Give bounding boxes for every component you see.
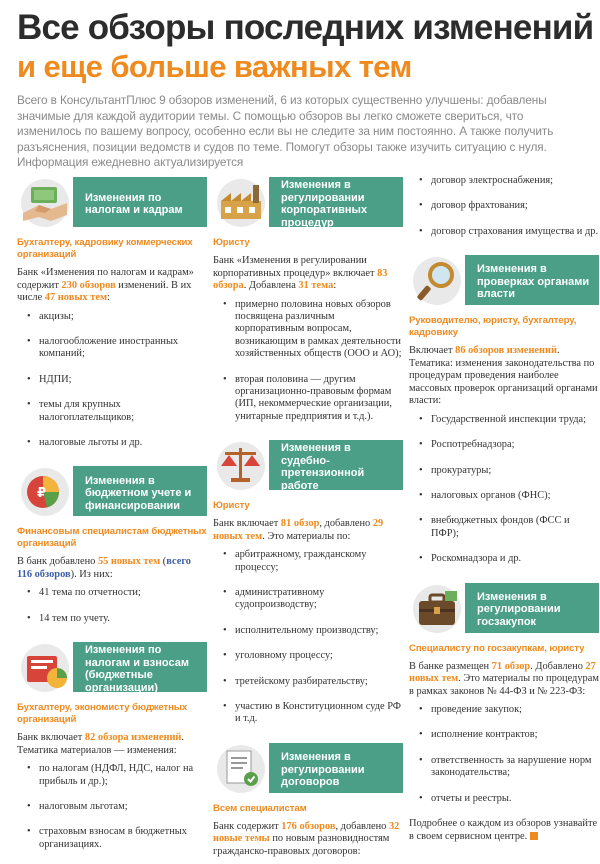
- section-taxes-audience: Бухгалтеру, кадровику коммерческих организаций: [17, 237, 193, 260]
- list-item: • участию в Конституционном суде РФ и т.д.: [235, 701, 403, 726]
- section-procurement-audience: Специалисту по госзакупкам, юристу: [409, 642, 585, 654]
- section-court-audience: Юристу: [213, 500, 250, 512]
- list-item: • арбитражному, гражданскому процессу;: [235, 549, 403, 574]
- list-item: • третейскому разбирательству;: [235, 676, 403, 688]
- section-contracts-title: Изменения в регулировании договоров: [269, 743, 403, 793]
- factory-icon: [213, 173, 269, 231]
- list-item: • прокуратуры;: [431, 465, 599, 477]
- section-inspections: [409, 251, 599, 565]
- section-inspections-text: Включает 86 обзоров изменений. Тематика: изменения законодательства по процедурам проведения наиболее массовых проверок организаций органами власти:: [409, 345, 598, 407]
- scales-icon: [213, 436, 269, 494]
- column-1: [17, 173, 207, 864]
- section-taxes: [17, 173, 207, 449]
- page-title: Все обзоры последних изменений: [17, 8, 594, 47]
- section-inspections-title: Изменения в проверках органами власти: [465, 255, 599, 305]
- section-procurement-title: Изменения в регулировании госзакупок: [465, 583, 599, 633]
- section-budget-list: [17, 587, 207, 625]
- pie-chart-icon: [17, 638, 73, 696]
- section-corporate-title: Изменения в регулировании корпоративных процедур: [269, 177, 403, 227]
- list-item: • налоговые льготы и др.: [39, 437, 207, 449]
- list-item: • налоговым льготам;: [39, 801, 207, 813]
- end-mark-icon: [530, 832, 538, 840]
- list-item: • внебюджетных фондов (ФСС и ПФР);: [431, 515, 599, 540]
- list-item: • договор электроснабжения;: [431, 175, 599, 187]
- list-item: • 14 тем по учету.: [39, 613, 207, 625]
- section-budget-text: В банк добавлено 55 новых тем (всего 116 обзоров). Из них:: [17, 556, 191, 580]
- section-procurement: [409, 579, 599, 844]
- section-court-list: [213, 549, 403, 726]
- list-item: • исполнительному производству;: [235, 625, 403, 637]
- section-corporate-audience: Юристу: [213, 237, 250, 248]
- list-item: • налогообложение иностранных компаний;: [39, 336, 207, 361]
- section-budget: [17, 462, 207, 625]
- section-taxes-list: [17, 311, 207, 450]
- handshake-money-icon: [17, 173, 73, 231]
- section-court-title: Изменения в судебно-претензионной работе: [269, 440, 403, 490]
- svg-text:₽: ₽: [37, 486, 47, 502]
- list-item: • отчеты и реестры.: [431, 793, 599, 805]
- section-budget-taxes-audience: Бухгалтеру, экономисту бюджетных организаций: [17, 702, 188, 726]
- document-icon: [213, 739, 269, 797]
- ruble-chart-icon: [17, 462, 73, 520]
- section-budget-taxes: [17, 638, 207, 851]
- section-corporate-text: Банк «Изменения в регулировании корпоративных процедур» включает 83 обзора. Добавлена 31 тема:: [213, 255, 388, 291]
- section-budget-audience: Финансовым специалистам бюджетных организаций: [17, 526, 207, 550]
- list-item: • Роскомнадзора и др.: [431, 553, 599, 565]
- list-item: • исполнение контрактов;: [431, 729, 599, 741]
- list-item: • Роспотребнадзора;: [431, 439, 599, 451]
- page-subtitle: и еще больше важных тем: [17, 49, 412, 84]
- list-item: • налоговых органов (ФНС);: [431, 490, 599, 502]
- section-inspections-audience: Руководителю, юристу, бухгалтеру, кадровику: [409, 315, 577, 339]
- intro-text: Всего в КонсультантПлюс 9 обзоров изменений, 6 из которых существенно улучшены: добавлены значимые для каждой аудитории темы. С помощью обзоров вы легко сможете свериться, что изменилось по вашему вопросу, особенно если вы не следите за ним постоянно. А также получить разъяснения, позиции ведомств и судов по теме. Помогут обзоры также изучить ситуацию с нуля. Информация ежедневно актуализируется: [17, 93, 554, 170]
- section-court: [213, 436, 403, 726]
- footer-note: Подробнее о каждом из обзоров узнавайте в своем сервисном центре.: [409, 818, 598, 842]
- section-budget-taxes-text: Банк включает 82 обзора изменений. Тематика материалов — изменения:: [17, 732, 185, 756]
- section-procurement-text: В банке размещен 71 обзор. Добавлено 27 новых тем. Это материалы по процедурам в рамках законов № 44-ФЗ и № 223-ФЗ:: [409, 660, 599, 697]
- section-contracts-list: [409, 175, 599, 238]
- section-corporate-list: [213, 299, 403, 424]
- section-contracts: [213, 739, 403, 859]
- section-budget-taxes-list: [17, 763, 207, 851]
- list-item: • вторая половина — другим организационно-правовым формам (ИП, некоммерческие организации, унитарные предприятия и т.д.).: [235, 374, 403, 424]
- list-item: • по налогам (НДФЛ, НДС, налог на прибыль и др.);: [39, 763, 207, 788]
- column-2: [213, 173, 403, 858]
- list-item: • страховым взносам в бюджетных организациях.: [39, 826, 207, 851]
- section-procurement-list: [409, 704, 599, 805]
- section-contracts-audience: Всем специалистам: [213, 802, 307, 814]
- list-item: • акцизы;: [39, 311, 207, 323]
- list-item: • НДПИ;: [39, 374, 207, 386]
- list-item: • договор фрахтования;: [431, 200, 599, 212]
- list-item: • темы для крупных налогоплательщиков;: [39, 399, 207, 424]
- list-item: • административному судопроизводству;: [235, 587, 403, 612]
- list-item: • 41 тема по отчетности;: [39, 587, 207, 599]
- section-court-text: Банк включает 81 обзор, добавлено 29 новых тем. Это материалы по:: [213, 518, 384, 542]
- list-item: • договор страхования имущества и др.: [431, 226, 599, 238]
- list-item: • ответственность за нарушение норм законодательства;: [431, 755, 599, 780]
- magnifier-icon: [409, 251, 465, 309]
- briefcase-icon: [409, 579, 465, 637]
- list-item: • уголовному процессу;: [235, 650, 403, 662]
- column-3: [409, 173, 599, 843]
- section-corporate: [213, 173, 403, 423]
- list-item: • примерно половина новых обзоров посвящена различным корпоративным вопросам, возникающим в рамках деятельности хозяйственных обществ (ООО и АО);: [235, 299, 403, 361]
- list-item: • проведение закупок;: [431, 704, 599, 716]
- section-taxes-title: Изменения по налогам и кадрам: [73, 177, 207, 227]
- section-inspections-list: [409, 414, 599, 566]
- section-budget-taxes-title: Изменения по налогам и взносам (бюджетные организации): [73, 642, 207, 692]
- section-budget-title: Изменения в бюджетном учете и финансировании: [73, 466, 207, 516]
- list-item: • Государственной инспекции труда;: [431, 414, 599, 426]
- section-contracts-text: Банк содержит 176 обзоров, добавлено 32 новые темы по новым разновидностям гражданско-правовых договоров:: [213, 820, 400, 857]
- section-taxes-text: Банк «Изменения по налогам и кадрам» содержит 230 обзоров изменений. В их числе 47 новых тем:: [17, 267, 194, 303]
